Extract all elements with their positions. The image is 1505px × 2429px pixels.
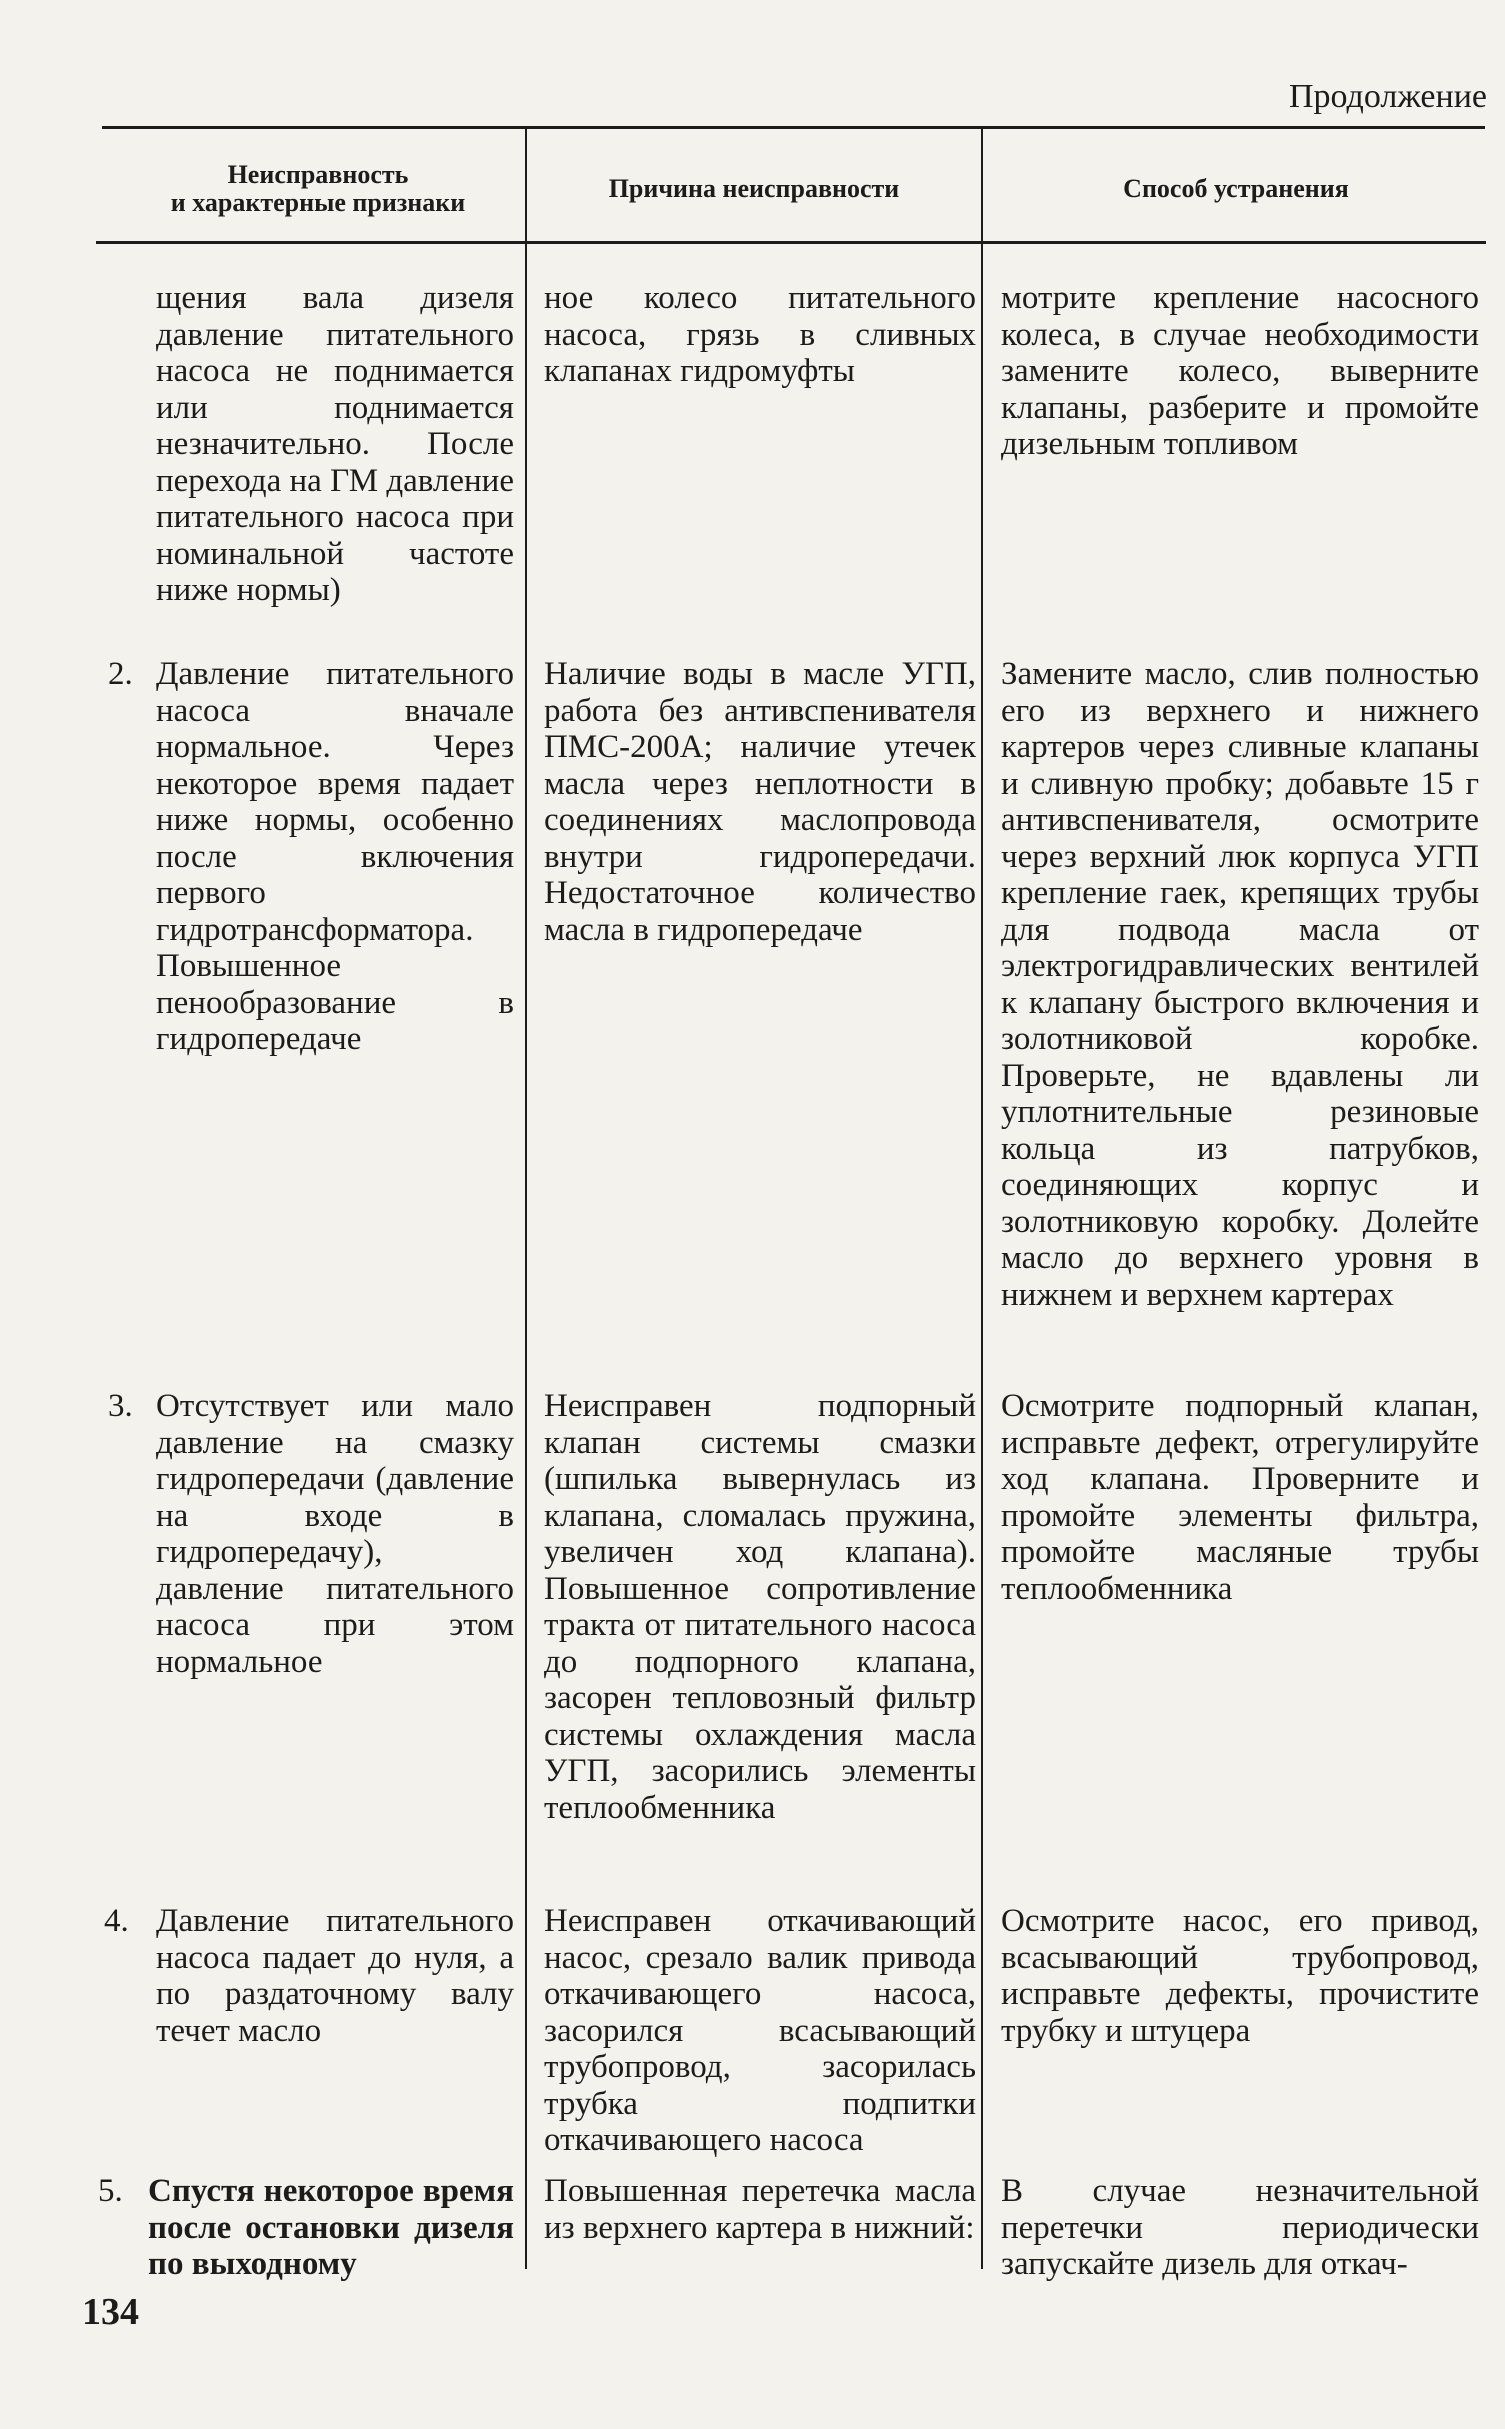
column-divider-1 [525,129,527,2269]
column-divider-2 [981,129,983,2269]
header-top-rule [102,126,1485,129]
continued-label: Продолжение [1288,78,1487,115]
row-0-symptom: щения вала дизеля давление питательного насоса не поднимается или поднимается незначительно. После перехода на ГМ давление питательного насоса при номинальной частоте ниже нормы) [156,280,514,608]
row-1-cause: Наличие воды в масле УГП, работа без антивспенивателя ПМС-200А; наличие утечек масла через неплотности в соединениях маслопровода внутри гидропередачи. Недостаточное количество масла в гидропередаче [544,656,976,948]
header-symptom: Неисправность и характерные признаки [170,160,466,217]
row-3-number: 4. [104,1903,129,1939]
row-1-number: 2. [108,656,133,692]
row-2-number: 3. [108,1388,133,1424]
row-4-cause: Повышенная перетечка масла из верхнего картера в нижний: [544,2173,976,2246]
row-1-symptom: Давление питательного насоса вначале нормальное. Через некоторое время падает ниже нормы, особенно после включения первого гидротрансформатора. Повышенное пенообразование в гидропередаче [156,656,514,1057]
row-3-remedy: Осмотрите насос, его привод, всасывающий трубопровод, исправьте дефекты, прочистите трубку и штуцера [1001,1903,1479,2049]
row-4-symptom: Спустя некоторое время после остановки дизеля по выходному [148,2173,514,2282]
row-1-remedy: Замените масло, слив полностью его из верхнего и нижнего картеров через сливные клапаны и сливную пробку; добавьте 15 г антивспенивателя, осмотрите через верхний люк корпуса УГП крепление гаек, крепящих трубы для подвода масла от электрогидравлических вентилей к клапану быстрого включения и золотниковой коробке. Проверьте, не вдавлены ли уплотнительные резиновые кольца из патрубков, соединяющих корпус и золотниковую коробку. Долейте масло до верхнего уровня в нижнем и верхнем картерах [1001,656,1479,1313]
row-2-remedy: Осмотрите подпорный клапан, исправьте дефект, отрегулируйте ход клапана. Проверните и промойте элементы фильтра, промойте масляные трубы теплообменника [1001,1388,1479,1607]
row-3-cause: Неисправен откачивающий насос, срезало валик привода откачивающего насоса, засорился всасывающий трубопровод, засорилась трубка подпитки откачивающего насоса [544,1903,976,2158]
row-4-remedy: В случае незначительной перетечки периодически запускайте дизель для откач- [1001,2173,1479,2282]
row-2-symptom: Отсутствует или мало давление на смазку гидропередачи (давление на входе в гидропередачу), давление питательного насоса при этом нормальное [156,1388,514,1680]
header-bottom-rule [96,241,1486,244]
header-cause: Причина неисправности [608,174,900,203]
row-4-number: 5. [98,2173,123,2209]
row-3-symptom: Давление питательного насоса падает до нуля, а по раздаточному валу течет масло [156,1903,514,2049]
row-0-cause: ное колесо питательного насоса, грязь в сливных клапанах гидромуфты [544,280,976,389]
page-number: 134 [82,2291,139,2333]
row-2-cause: Неисправен подпорный клапан системы смазки (шпилька вывернулась из клапана, сломалась пружина, увеличен ход клапана). Повышенное сопротивление тракта от питательного насоса до подпорного клапана, засорен тепловозный фильтр системы охлаждения масла УГП, засорились элементы теплообменника [544,1388,976,1826]
row-0-remedy: мотрите крепление насосного колеса, в случае необходимости замените колесо, выверните клапаны, разберите и промойте дизельным топливом [1001,280,1479,462]
header-remedy: Способ устранения [1123,174,1349,203]
